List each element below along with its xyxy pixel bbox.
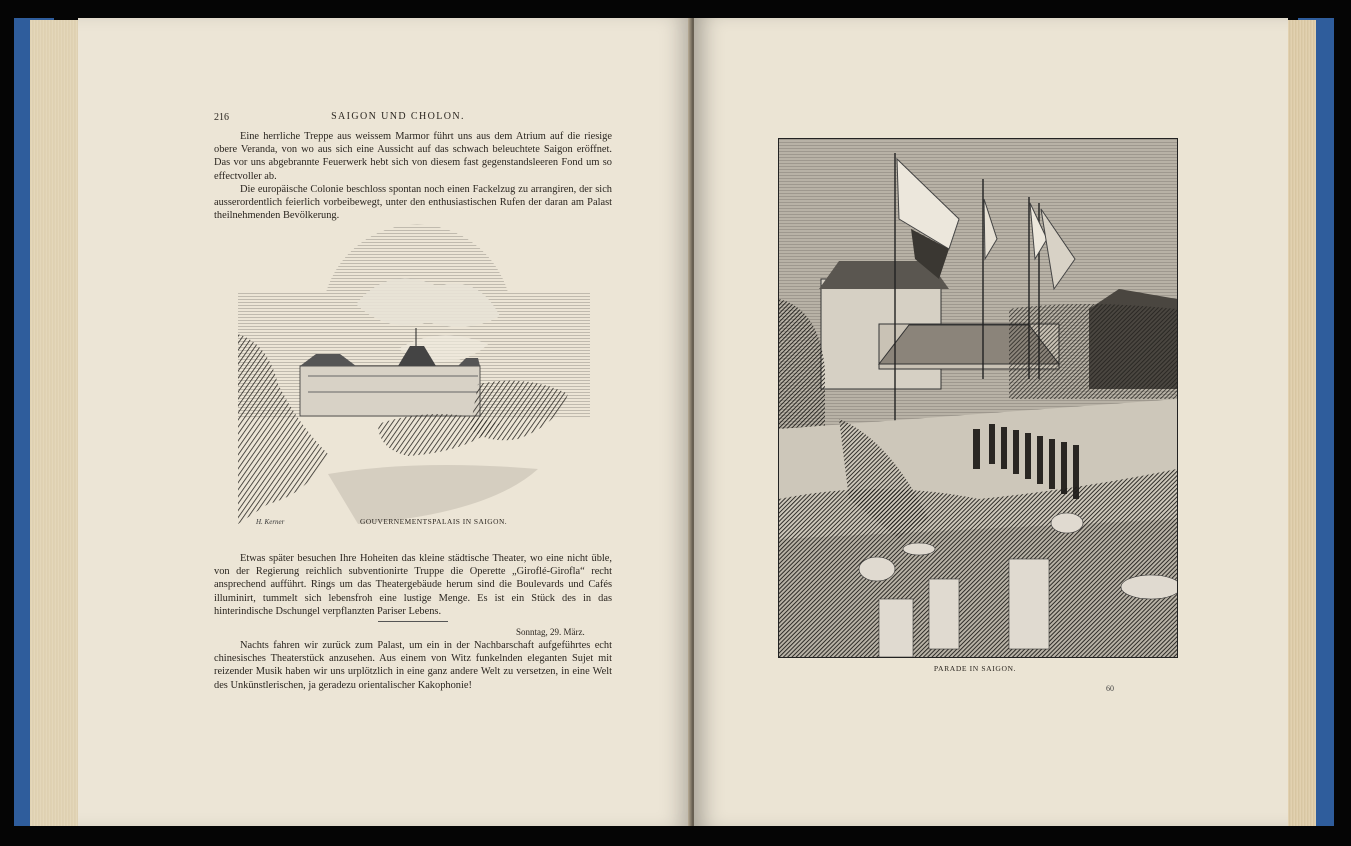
paragraph: Eine herrliche Treppe aus weissem Marmor führt uns aus dem Atrium auf die riesige obere Veranda, von wo aus sich eine Aussicht auf das schwach beleuchtete Saigon eröffnet. Das vor uns abgebrannte Feuerwerk hebt sich von diesem fast gegenstandsleeren Fond um so effectvoller ab. (214, 131, 612, 182)
running-head: SAIGON UND CHOLON. (331, 111, 465, 122)
page-edges-left (30, 20, 82, 826)
illustration-caption: PARADE IN SAIGON. (933, 664, 1017, 673)
text-block-top (214, 130, 612, 222)
text-block-bottom (214, 639, 612, 692)
artist-signature: H. Kerner (256, 518, 285, 526)
paragraph: Die europäische Colonie beschloss spontan noch einen Fackelzug zu arrangiren, der sich ausserordentlich feierlich vorbeibewegt, unter den enthusiastischen Rufen der daran am Palast theilnehmenden Bevölkerung. (214, 183, 612, 222)
signature-mark: 60 (1106, 684, 1114, 693)
parade-engraving (778, 138, 1178, 658)
section-divider (378, 621, 448, 622)
text-block-middle (214, 552, 612, 618)
paragraph: Etwas später besuchen Ihre Hoheiten das kleine städtische Theater, wo eine nicht üble, von der Regierung reichlich subventionirte Truppe die Operette „Giroflé-Girofla“ recht ansprechend aufführt. Rings um das Theatergebäude herum sind die Boulevards und Cafés illuminirt, tummelt sich lebensfroh eine lustige Menge. Es ist ein Stück des in das hinterindische Dschungel verpflanzten Pariser Lebens. (214, 553, 612, 617)
paragraph: Nachts fahren wir zurück zum Palast, um ein in der Nachbarschaft aufgeführtes echt chinesisches Theaterstück anzusehen. Aus einem von Witz funkelnden eleganten Sujet mit reizender Musik haben wir uns urplötzlich in eine ganz andere Welt zu versetzen, in eine Welt des Unkünstlerischen, ja geradezu orientalischer Kakophonie! (214, 640, 612, 691)
date-line: Sonntag, 29. März. (516, 627, 585, 637)
page-number: 216 (214, 112, 229, 123)
page-edges-right (1286, 20, 1316, 826)
illustration-caption: GOUVERNEMENTSPALAIS IN SAIGON. (360, 517, 508, 526)
palace-engraving (238, 224, 590, 538)
